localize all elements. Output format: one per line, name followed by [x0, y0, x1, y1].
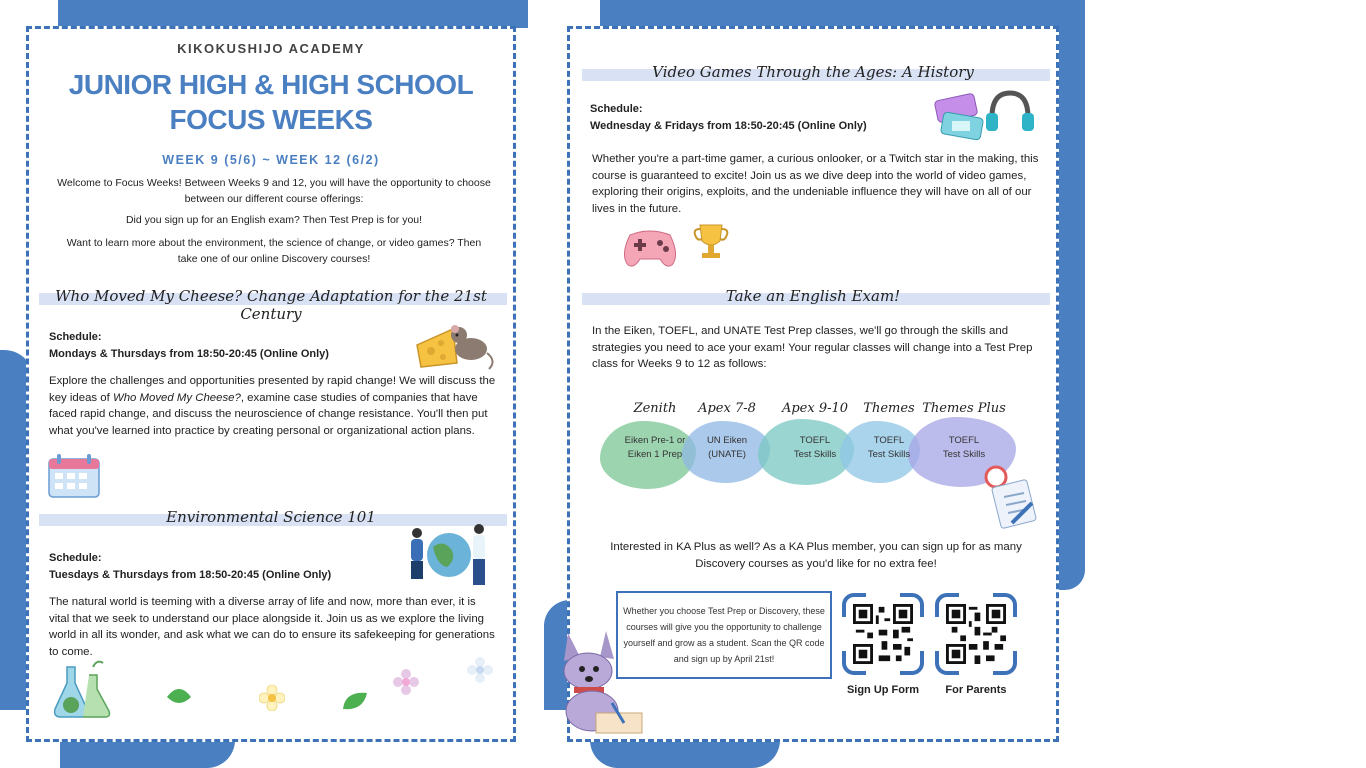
exam-heading: Take an English Exam! [725, 287, 901, 305]
game-console-icon [932, 91, 986, 141]
ka-plus-note: Interested in KA Plus as well? As a KA Plus member, you can sign up for as many Discovery courses as you'd like for no extra fee! [610, 541, 1022, 570]
intro-paragraph: Welcome to Focus Weeks! Between Weeks 9 and 12, you will have the opportunity to choose between our different course offerings: [57, 177, 491, 205]
games-schedule: Wednesday & Fridays from 18:50-20:45 (Online Only) [590, 120, 867, 132]
book-title: Who Moved My Cheese? [112, 391, 241, 404]
dog-writing-icon [552, 627, 648, 739]
flower-icon [393, 669, 419, 695]
test-paper-icon [982, 463, 1038, 529]
calendar-icon [47, 453, 101, 499]
env-schedule: Tuesdays & Thursdays from 18:50-20:45 (Online Only) [49, 569, 332, 581]
level-name: Zenith [633, 401, 677, 416]
globe-people-icon [397, 519, 497, 591]
intro-discovery: Want to learn more about the environment, the science of change, or video games? Then take one of our online Discovery courses! [66, 237, 482, 265]
background-shape [60, 740, 235, 768]
schedule-label: Schedule: [590, 103, 643, 115]
level-desc: UN Eiken (UNATE) [706, 435, 748, 460]
flower-icon [259, 685, 285, 711]
qr-label-parents: For Parents [945, 684, 1007, 696]
qr-code-for-parents[interactable] [946, 604, 1006, 664]
schedule-label: Schedule: [49, 331, 102, 343]
cheese-mouse-icon [413, 315, 497, 373]
level-name: Apex 9-10 [781, 401, 849, 416]
env-description: The natural world is teeming with a diverse array of life and now, more than ever, it is vital that we seek to understand our place alongside it. Join us as we explore the living world in all its wonder, and ask what we can do to ensure its safekeeping for generations to come. [49, 596, 495, 658]
level-name: Apex 7-8 [698, 401, 756, 416]
games-description: Whether you're a part-time gamer, a curious onlooker, or a Twitch star in the making, this course is guaranteed to excite! Join us as we dive deep into the world of video games, exploring their origins, exploits, and the undeniable influence they will have on all of our lives in the future. [592, 153, 1039, 215]
level-apex-7-8 [682, 401, 772, 462]
right-flyer-page [567, 26, 1059, 742]
cheese-description-a: Explore the challenges and opportunities presented by rapid change! We will discuss the key ideas of [49, 375, 496, 404]
level-themes-plus [914, 401, 1014, 462]
intro-test-prep: Did you sign up for an English exam? Then Test Prep is for you! [125, 214, 423, 226]
cheese-schedule: Mondays & Thursdays from 18:50-20:45 (Online Only) [49, 348, 329, 360]
weeks-subtitle: WEEK 9 (5/6) ~ WEEK 12 (6/2) [162, 153, 380, 167]
background-shape [590, 740, 780, 768]
background-shape [600, 0, 1085, 28]
level-desc: TOEFL Test Skills [942, 435, 986, 460]
headphones-icon [984, 89, 1036, 135]
background-shape [1055, 0, 1085, 590]
cheese-description [49, 373, 499, 439]
background-shape [58, 0, 528, 28]
page-title-line1: JUNIOR HIGH & HIGH SCHOOL [68, 69, 474, 100]
games-course-heading: Video Games Through the Ages: A History [652, 63, 974, 81]
flask-icon [53, 659, 115, 721]
qr-label-signup: Sign Up Form [846, 684, 920, 696]
level-name: Themes Plus [922, 401, 1006, 416]
trophy-icon [692, 221, 730, 261]
gamepad-icon [620, 225, 680, 271]
qr-code-signup-form[interactable] [853, 604, 913, 664]
level-name: Themes [863, 401, 915, 416]
signup-reminder-text: Whether you choose Test Prep or Discovery, these courses will give you the opportunity to challenge yourself and grow as a student. Scan the QR code and sign up by April 21st! [623, 606, 825, 664]
cheese-description-b: , examine case studies of companies that have faced rapid change, and discuss the neuroscience of change resistance. You'll then put what you've learned into practice by creating personal or organizational action plans. [49, 391, 488, 437]
left-flyer-page [26, 26, 516, 742]
level-desc: TOEFL Test Skills [793, 435, 837, 460]
cheese-course-heading: Who Moved My Cheese? Change Adaptation for the 21st Century [55, 287, 487, 323]
leaf-icon [341, 689, 369, 713]
level-desc: TOEFL Test Skills [867, 435, 911, 460]
page-title-line2: FOCUS WEEKS [169, 104, 373, 135]
env-course-heading: Environmental Science 101 [166, 508, 376, 526]
exam-description: In the Eiken, TOEFL, and UNATE Test Prep classes, we'll go through the skills and strategies you need to ace your exam! Your regular classes will change into a Test Prep class for Weeks 9 to 12 as follows: [592, 325, 1033, 370]
academy-name: KIKOKUSHIJO ACADEMY [177, 41, 365, 56]
schedule-label: Schedule: [49, 552, 102, 564]
flower-icon [467, 657, 493, 683]
leaf-icon [165, 685, 193, 709]
level-desc: Eiken Pre-1 or Eiken 1 Prep [624, 435, 686, 460]
